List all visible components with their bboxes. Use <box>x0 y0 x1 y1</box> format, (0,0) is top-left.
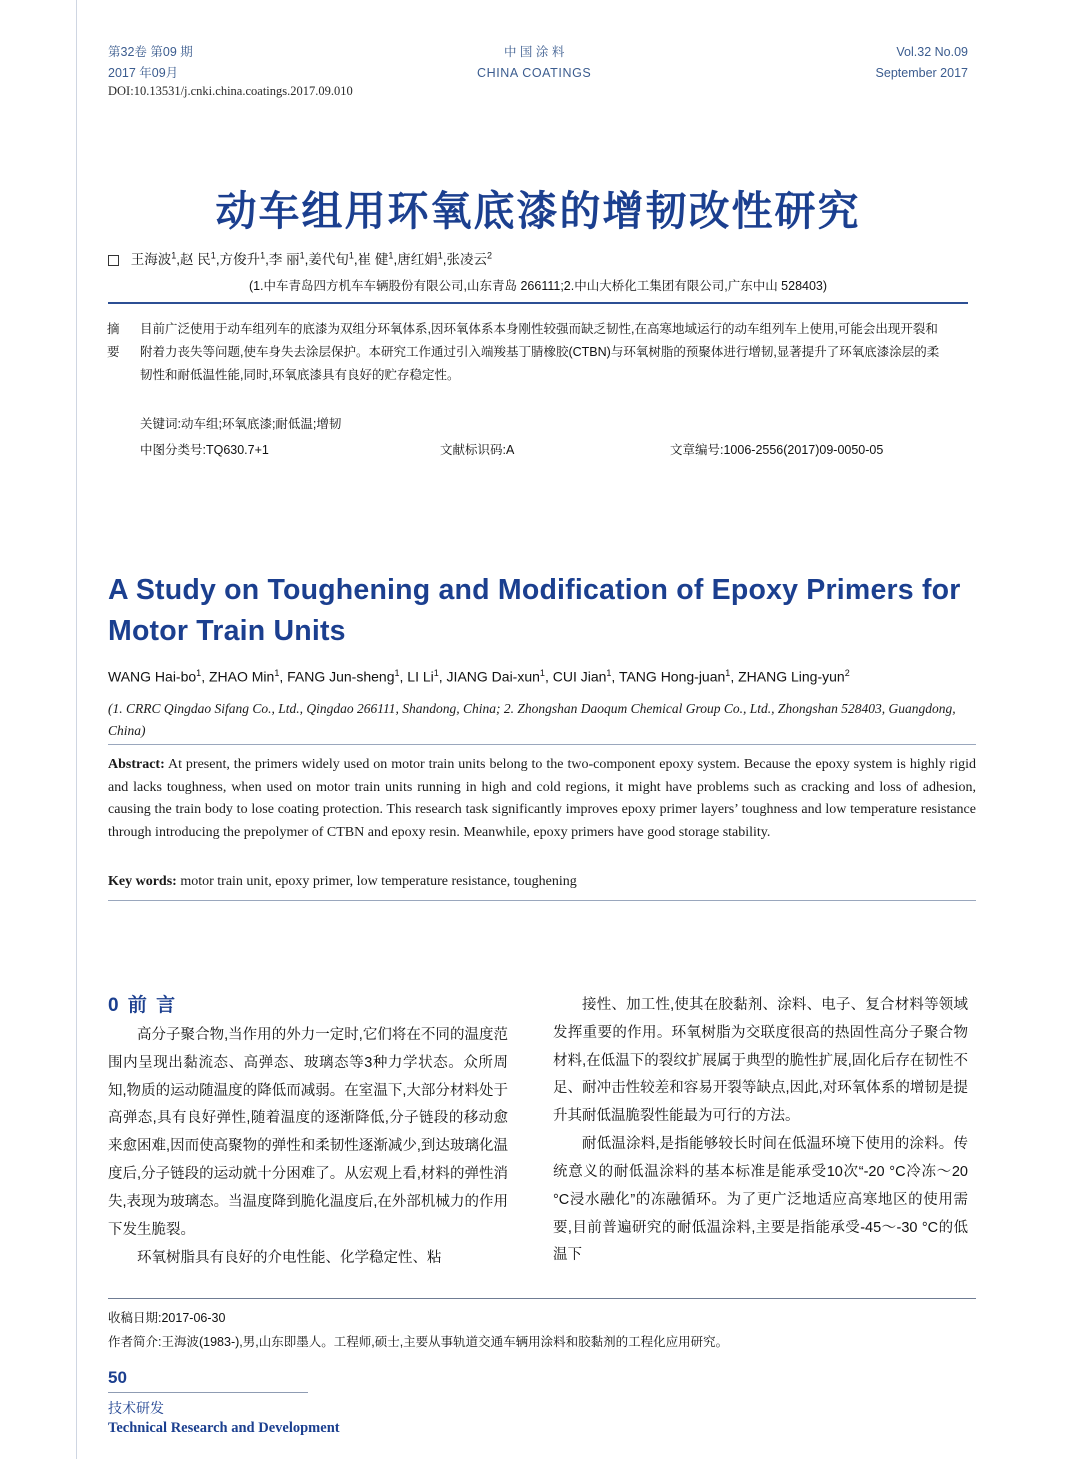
journal-name-cn: 中 国 涂 料 <box>503 45 565 59</box>
body-column-right <box>553 992 968 1270</box>
page-number: 50 <box>108 1368 127 1387</box>
footer-section-cn: 技术研发 <box>108 1400 164 1416</box>
abstract-en-label: Abstract: <box>108 757 165 772</box>
page-header <box>108 42 968 83</box>
header-date-cn: 2017 年09月 <box>108 65 179 80</box>
header-journal-name <box>477 42 591 83</box>
received-date: 收稿日期:2017-06-30 <box>108 1311 226 1325</box>
abstract-en <box>108 754 976 845</box>
header-volume-info-en <box>876 42 968 83</box>
keywords-en-label: Key words: <box>108 874 177 889</box>
header-date-en: September 2017 <box>875 65 968 80</box>
header-volume-cn: 第32卷 第09 期 <box>108 45 193 59</box>
keywords-en <box>108 874 976 890</box>
article-id: 文章编号:1006-2556(2017)09-0050-05 <box>670 443 884 457</box>
journal-name-en: CHINA COATINGS <box>476 65 592 80</box>
body-paragraph: 环氧树脂具有良好的介电性能、化学稳定性、粘 <box>137 1249 442 1266</box>
section-heading-intro: 0 前 言 <box>108 995 178 1016</box>
affiliation-cn: (1.中车青岛四方机车车辆股份有限公司,山东青岛 266111;2.中山大桥化工集团有限公司,广东中山 528403) <box>248 279 828 293</box>
doi-text: DOI:10.13531/j.cnki.china.coatings.2017.09.010 <box>108 84 353 98</box>
body-paragraph: 耐低温涂料,是指能够较长时间在低温环境下使用的涂料。传统意义的耐低温涂料的基本标准是能承受10次“-20 °C冷冻～20 °C浸水融化”的冻融循环。为了更广泛地适应高寒地区的使用需要,目前普遍研究的耐低温涂料,主要是指能承受-45～-30 °C的低温下 <box>553 1136 968 1264</box>
footnotes <box>108 1306 976 1355</box>
bullet-square-icon <box>108 255 119 266</box>
author-bio: 作者简介:王海波(1983-),男,山东即墨人。工程师,硕士,主要从事轨道交通车辆用涂料和胶黏剂的工程化应用研究。 <box>108 1335 729 1350</box>
header-volume-info <box>108 42 193 83</box>
keywords-en-text: motor train unit, epoxy primer, low temperature resistance, toughening <box>176 874 577 889</box>
affiliation-en: (1. CRRC Qingdao Sifang Co., Ltd., Qingdao 266111, Shandong, China; 2. Zhongshan Daoqum Chemical Group Co., Ltd., Zhongshan 528403, Guangdong, China) <box>108 701 956 738</box>
authors-cn <box>108 248 968 268</box>
body-column-left <box>108 1022 508 1272</box>
abstract-en-text: At present, the primers widely used on motor train units belong to the two-component epoxy system. Because the epoxy system is highly rigid and lacks toughness, when used on motor train units running in high and cold regions, it might have problems such as cracking and loss of adhesion, causing the train body to lose coating protection. This research task significantly improves epoxy primer layers’ toughness and low temperature resistance through introducing the prepolymer of CTBN and epoxy resin. Meanwhile, epoxy primers have good storage stability. <box>108 757 976 841</box>
page-edge-line <box>76 0 77 1459</box>
keywords-cn: 关键词:动车组;环氧底漆;耐低温;增韧 <box>140 417 342 431</box>
title-cn: 动车组用环氧底漆的增韧改性研究 <box>215 188 861 234</box>
divider-blue-top <box>108 302 968 304</box>
authors-cn-text: 王海波$^1$,赵 民$^1$,方俊升$^1$,李 丽$^1$,姜代旬$^1$,崔 健$^1$,唐红娟$^1$,张凌云$^2$ <box>130 250 492 267</box>
clc-code: 中图分类号:TQ630.7+1 <box>140 443 269 457</box>
footer-section-en: Technical Research and Development <box>108 1420 340 1436</box>
body-paragraph: 接性、加工性,使其在胶黏剂、涂料、电子、复合材料等领域发挥重要的作用。环氧树脂为交联度很高的热固性高分子聚合物材料,在低温下的裂纹扩展属于典型的脆性扩展,固化后存在韧性不足、耐冲击性较差和容易开裂等缺点,因此,对环氧体系的增韧是提升其耐低温脆裂性能最为可行的方法。 <box>553 997 968 1125</box>
divider-footnote <box>108 1298 976 1299</box>
authors-en: WANG Hai-$bo^1$, ZHAO Min$^1$, FANG Jun-sheng$^1$, LI Li$^1$, JIANG Dai-xun$^1$, CUI Jian$^1$, TANG Hong-juan$^1$, ZHANG Ling-yun$^2$ <box>108 668 850 685</box>
classification-codes <box>140 440 960 458</box>
divider-footer <box>108 1392 308 1393</box>
divider-abstract-bottom <box>108 900 976 901</box>
abstract-cn-label: 摘 要 <box>107 322 126 360</box>
divider-abstract-top <box>108 744 976 745</box>
body-paragraph: 高分子聚合物,当作用的外力一定时,它们将在不同的温度范围内呈现出黏流态、高弹态、玻璃态等3种力学状态。众所周知,物质的运动随温度的降低而减弱。在室温下,大部分材料处于高弹态,具有良好弹性,随着温度的逐渐降低,分子链段的移动愈来愈困难,因而使高聚物的弹性和柔韧性逐渐减少,到达玻璃化温度后,分子链段的运动就十分困难了。从宏观上看,材料的弹性消失,表现为玻璃态。当温度降到脆化温度后,在外部机械力的作用下发生脆裂。 <box>108 1027 508 1238</box>
title-en: A Study on Toughening and Modification of Epoxy Primers for Motor Train Units <box>108 574 961 648</box>
document-code: 文献标识码:A <box>440 443 515 457</box>
abstract-cn <box>107 318 940 387</box>
header-volume-en: Vol.32 No.09 <box>896 45 968 59</box>
abstract-cn-text: 目前广泛使用于动车组列车的底漆为双组分环氧体系,因环氧体系本身刚性较强而缺乏韧性,在高寒地域运行的动车组列车上使用,可能会出现开裂和附着力丧失等问题,使车身失去涂层保护。本研究工作通过引入端羧基丁腈橡胶(CTBN)与环氧树脂的预聚体进行增韧,显著提升了环氧底漆涂层的柔韧性和耐低温性能,同时,环氧底漆具有良好的贮存稳定性。 <box>140 322 940 383</box>
